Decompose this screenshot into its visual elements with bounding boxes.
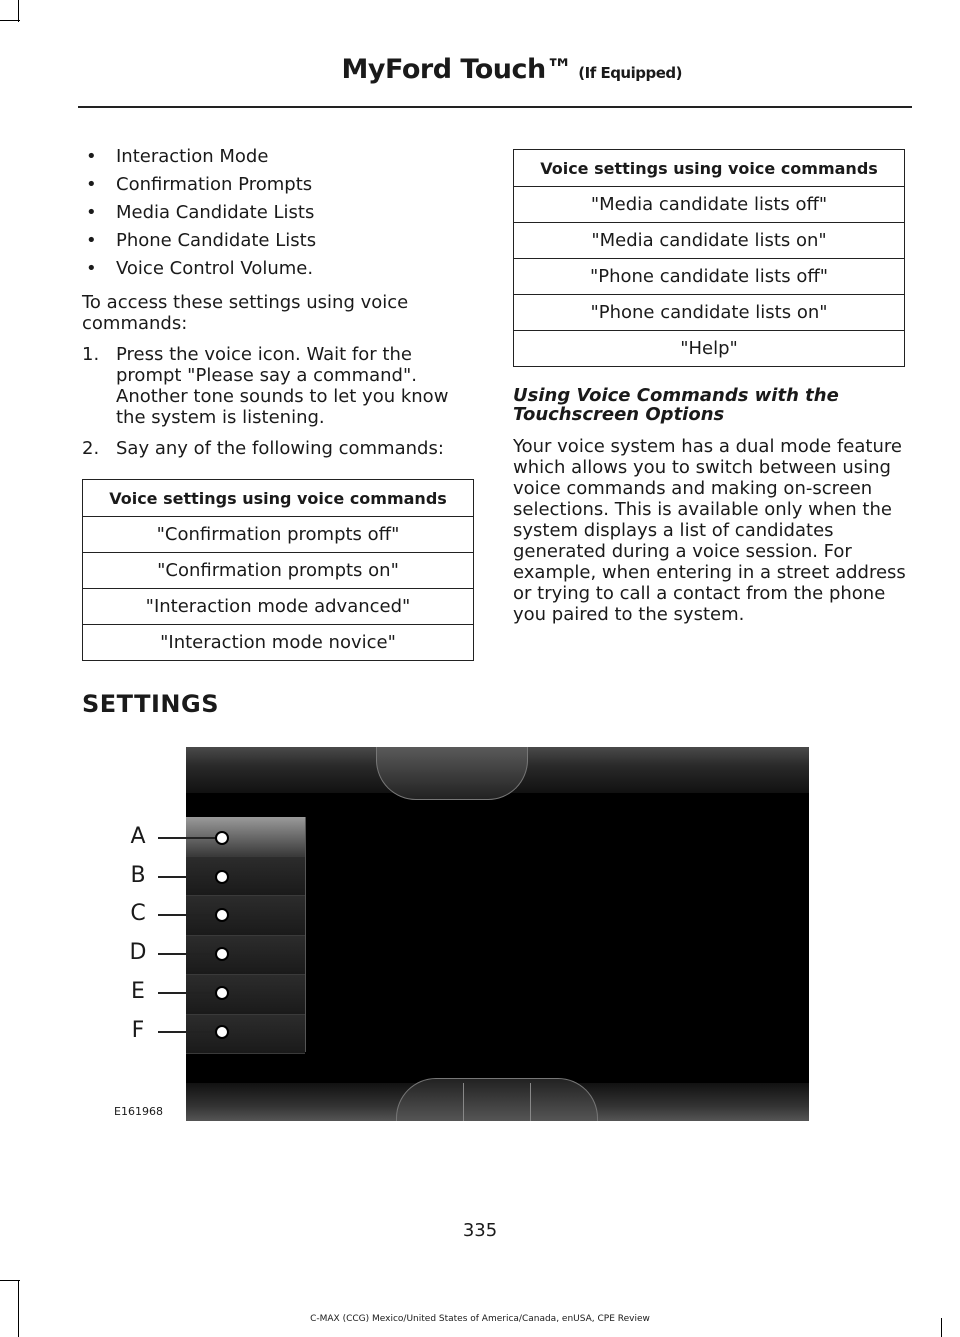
table-cell: "Media candidate lists on" [514, 223, 905, 259]
step-text: Press the voice icon. Wait for the prompt "Please say a command". Another tone sounds to let you know the system is listening. [116, 344, 449, 428]
voice-commands-table-right [513, 149, 905, 367]
page-number: 335 [462, 1220, 498, 1241]
list-item: • Media Candidate Lists [82, 202, 474, 230]
settings-list [82, 146, 474, 286]
callout-dot [215, 870, 229, 884]
callout-label: A [130, 824, 146, 849]
left-column [82, 146, 474, 469]
section-heading: Using Voice Commands with the Touchscreen Options [513, 385, 839, 425]
screen-menu [186, 817, 306, 1052]
table-header: Voice settings using voice commands [514, 150, 905, 187]
table-cell: "Confirmation prompts off" [83, 517, 474, 553]
step-number: 2. [82, 438, 100, 459]
callout-line [158, 953, 222, 955]
callout-dot [215, 1025, 229, 1039]
menu-button [186, 1015, 305, 1055]
crop-mark [18, 1280, 19, 1337]
table-cell: "Media candidate lists off" [514, 187, 905, 223]
callout-label: C [130, 901, 146, 926]
figure-code: E161968 [114, 1105, 163, 1118]
table-header: Voice settings using voice commands [83, 480, 474, 517]
step-item [82, 438, 474, 459]
callout-dot [215, 908, 229, 922]
page-footer: C-MAX (CCG) Mexico/United States of America/Canada, enUSA, CPE Review [310, 1314, 650, 1324]
callout-line [158, 837, 222, 839]
step-item [82, 344, 474, 428]
list-item: • Phone Candidate Lists [82, 230, 474, 258]
callout-dot [215, 986, 229, 1000]
table-cell: "Interaction mode novice" [83, 625, 474, 661]
table-cell: "Phone candidate lists on" [514, 295, 905, 331]
header-subtitle: (If Equipped) [578, 64, 682, 82]
list-item: • Interaction Mode [82, 146, 474, 174]
touchscreen-figure [186, 747, 809, 1121]
header-title: MyFord Touch™ [341, 54, 573, 85]
step-text: Say any of the following commands: [116, 438, 444, 459]
section-body: Your voice system has a dual mode feature which allows you to switch between using voice commands and making on-screen selections. This is available only when the system displays a list of candidates generated during a voice session. For example, when entering in a street address or trying to call a contact from the phone you paired to the system. [513, 436, 906, 625]
crop-mark [18, 0, 19, 22]
page-header [342, 54, 682, 85]
callout-dot [215, 831, 229, 845]
crop-mark [0, 1280, 20, 1281]
header-rule [78, 106, 912, 108]
menu-button [186, 975, 305, 1015]
crop-mark [0, 20, 20, 21]
list-item: • Voice Control Volume. [82, 258, 474, 286]
table-cell: "Interaction mode advanced" [83, 589, 474, 625]
menu-button [186, 936, 305, 976]
voice-commands-table-left [82, 479, 474, 661]
table-cell: "Help" [514, 331, 905, 367]
right-column [513, 386, 908, 625]
table-cell: "Confirmation prompts on" [83, 553, 474, 589]
list-item: • Confirmation Prompts [82, 174, 474, 202]
callout-label: D [129, 940, 147, 965]
steps-list [82, 344, 474, 459]
callout-label: E [131, 979, 145, 1004]
callout-dot [215, 947, 229, 961]
settings-heading: SETTINGS [82, 690, 219, 718]
callout-line [158, 992, 222, 994]
callout-label: F [131, 1018, 145, 1043]
callout-line [158, 876, 222, 878]
screen-bottom-tab [396, 1078, 598, 1121]
callout-line [158, 914, 222, 916]
table-cell: "Phone candidate lists off" [514, 259, 905, 295]
callout-label: B [130, 863, 146, 888]
screen-top-tab [376, 747, 528, 800]
intro-text: To access these settings using voice commands: [82, 292, 409, 334]
step-number: 1. [82, 344, 100, 365]
callout-line [158, 1031, 222, 1033]
